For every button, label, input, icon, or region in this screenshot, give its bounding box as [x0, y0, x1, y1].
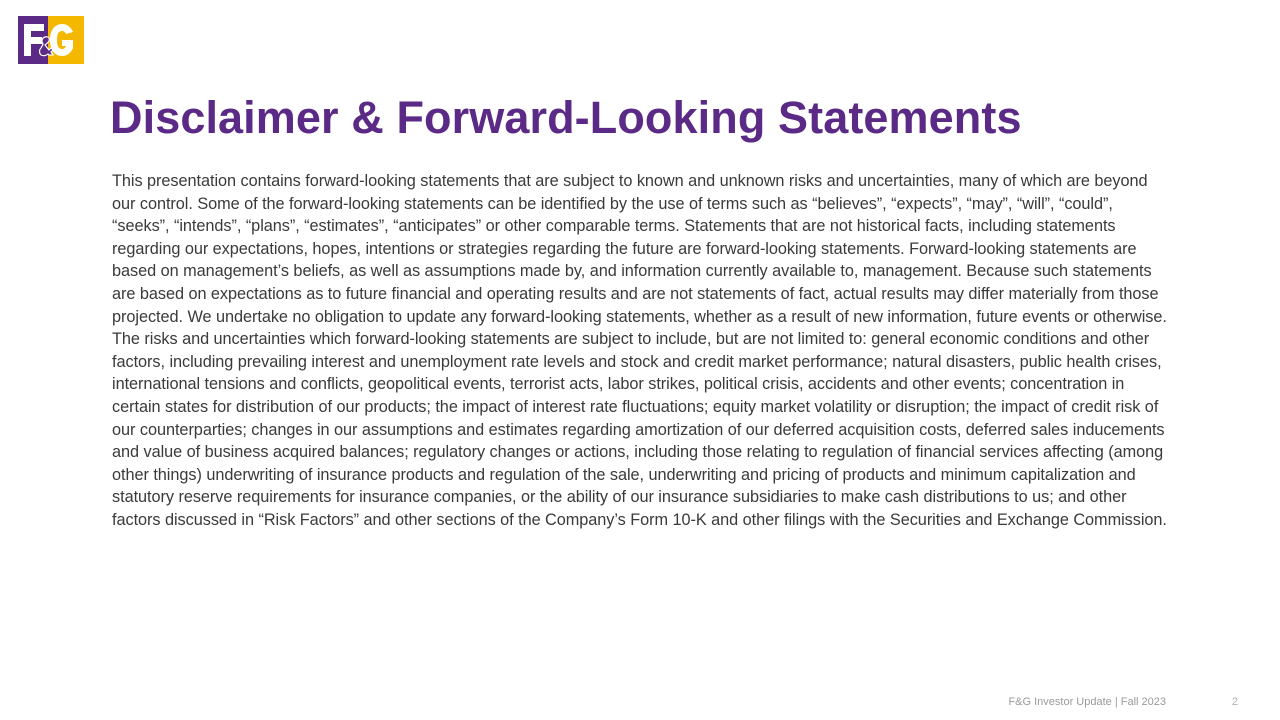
page-number: 2 — [1231, 696, 1238, 708]
logo-registered-mark — [81, 18, 84, 21]
disclaimer-body-text: This presentation contains forward-looking statements that are subject to known and unknown risks and uncertainties, many of which are beyond our control. Some of the forward-looking statements can be identified by the use of terms such as “believes”, “expects”, “may”, “will”, “could”, “seeks”, “intends”, “plans”, “estimates”, “anticipates” or other comparable terms. Statements that are not historical facts, including statements regarding our expectations, hopes, intentions or strategies regarding the future are forward-looking statements. Forward-looking statements are based on management’s beliefs, as well as assumptions made by, and information currently available to, management. Because such statements are based on expectations as to future financial and operating results and are not statements of fact, actual results may differ materially from those projected. We undertake no obligation to update any forward-looking statements, whether as a result of new information, future events or otherwise. The risks and uncertainties which forward-looking statements are subject to include, but are not limited to: general economic conditions and other factors, including prevailing interest and unemployment rate levels and stock and credit market performance; natural disasters, public health crises, international tensions and conflicts, geopolitical events, terrorist acts, labor strikes, political crisis, accidents and other events; concentration in certain states for distribution of our products; the impact of interest rate fluctuations; equity market volatility or disruption; the impact of credit risk of our counterparties; changes in our assumptions and estimates regarding amortization of our deferred acquisition costs, deferred sales inducements and value of business acquired balances; regulatory changes or actions, including those relating to regulation of financial services affecting (among other things) underwriting of insurance products and regulation of the sale, underwriting and pricing of products and minimum capitalization and statutory reserve requirements for insurance companies, or the ability of our insurance subsidiaries to make cash distributions to us; and other factors discussed in “Risk Factors” and other sections of the Company’s Form 10-K and other filings with the Securities and Exchange Commission. — [112, 172, 1167, 529]
footer-label: F&G Investor Update | Fall 2023 — [1008, 696, 1166, 708]
fg-logo-mark — [18, 16, 84, 64]
fg-logo — [18, 16, 84, 64]
slide-title: Disclaimer & Forward-Looking Statements — [110, 92, 1022, 143]
